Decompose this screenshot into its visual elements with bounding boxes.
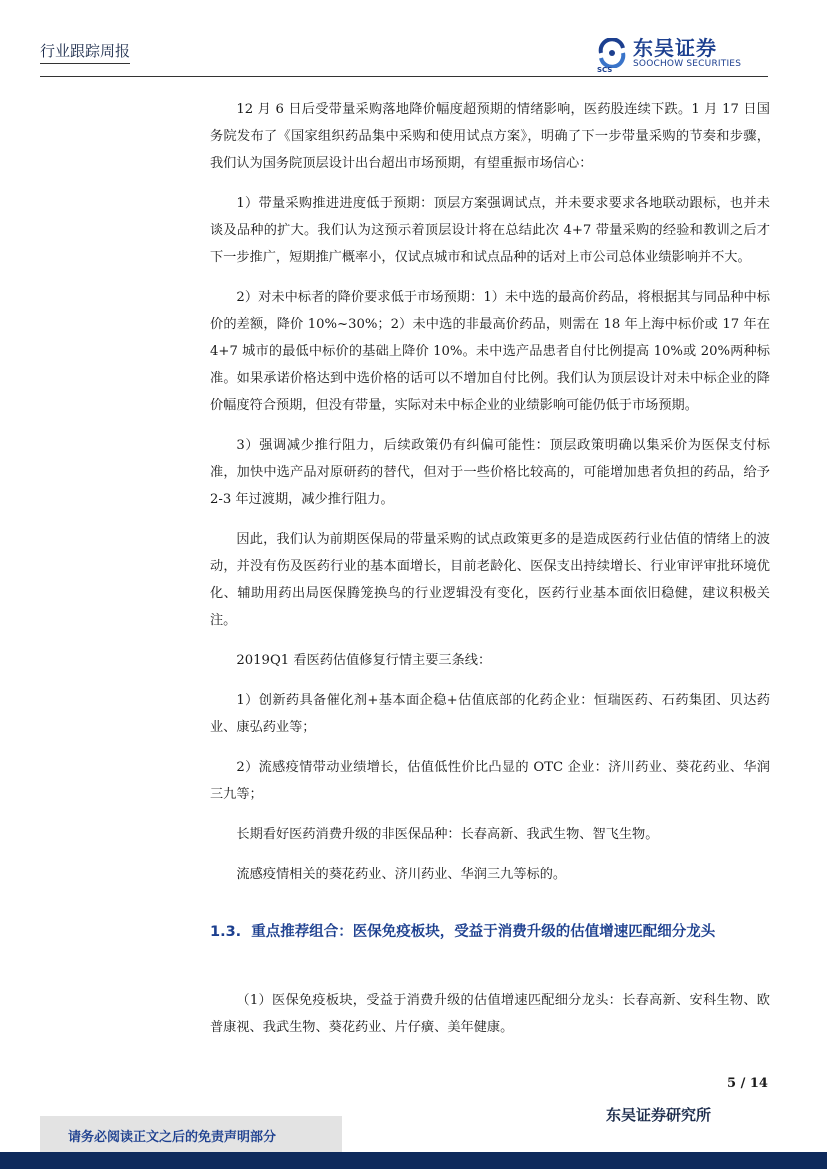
logo-chinese-name: 东吴证券 — [633, 36, 717, 60]
section-paragraph: （1）医保免疫板块，受益于消费升级的估值增速匹配细分龙头：长春高新、安科生物、欧普康视、我武生物、葵花药业、片仔癀、美年健康。 — [210, 993, 770, 1035]
disclaimer-text: 请务必阅读正文之后的免责声明部分 — [68, 1130, 277, 1145]
paragraph-intro: 12 月 6 日后受带量采购落地降价幅度超预期的情绪影响，医药股连续下跌。1 月 17 日国务院发布了《国家组织药品集中采购和使用试点方案》，明确了下一步带量采购的节奏和步骤，我们认为国务院顶层设计出台超出市场预期，有望重振市场信心： — [210, 102, 770, 171]
page-number: 5 / 14 — [727, 1076, 768, 1091]
scs-logo-icon — [597, 38, 627, 68]
paragraph-conclusion: 因此，我们认为前期医保局的带量采购的试点政策更多的是造成医药行业估值的情绪上的波动，并没有伤及医药行业的基本面增长，目前老龄化、医保支出持续增长、行业审评审批环境优化、辅助用药出局医保腾笼换鸟的行业逻辑没有变化，医药行业基本面依旧稳健，建议积极关注。 — [210, 532, 770, 628]
body-content — [210, 96, 770, 901]
paragraph-q1-lines: 2019Q1 看医药估值修复行情主要三条线： — [236, 653, 492, 668]
paragraph-point-3: 3）强调减少推行阻力，后续政策仍有纠偏可能性：顶层政策明确以集采价为医保支付标准，加快中选产品对原研药的替代，但对于一些价格比较高的，可能增加患者负担的药品，给予 2-3 年过渡期，减少推行阻力。 — [210, 438, 770, 507]
footer-stripe — [0, 1152, 827, 1169]
logo-english-name: SOOCHOW SECURITIES — [633, 59, 742, 69]
section-heading — [210, 916, 772, 949]
paragraph-point-1: 1）带量采购推进进度低于预期：顶层方案强调试点，并未要求要求各地联动跟标，也并未谈及品种的扩大。我们认为这预示着顶层设计将在总结此次 4+7 带量采购的经验和教训之后才下一步推广，短期推广概率小，仅试点城市和试点品种的话对上市公司总体业绩影响并不大。 — [210, 196, 770, 265]
paragraph-flu-related: 流感疫情相关的葵花药业、济川药业、华润三九等标的。 — [236, 867, 567, 882]
company-logo — [597, 36, 742, 74]
paragraph-line-1: 1）创新药具备催化剂+基本面企稳+估值底部的化药企业：恒瑞医药、石药集团、贝达药业、康弘药业等； — [210, 693, 770, 735]
paragraph-point-2: 2）对未中标者的降价要求低于市场预期：1）未中选的最高价药品，将根据其与同品种中标价的差额，降价 10%~30%；2）未中选的非最高价药品，则需在 18 年上海中标价或 17 年在 4+7 城市的最低中标价的基础上降价 10%。未中选产品患者自付比例提高 10%或 20%两种标准。如果承诺价格达到中选价格的话可以不增加自付比例。我们认为顶层设计对未中标企业的降价幅度符合预期，但没有带量，实际对未中标企业的业绩影响可能仍低于市场预期。 — [210, 290, 770, 413]
report-type-label: 行业跟踪周报 — [40, 40, 130, 64]
section-number: 1.3. — [210, 924, 242, 940]
institute-name: 东吴证券研究所 — [606, 1106, 712, 1124]
paragraph-long-term: 长期看好医药消费升级的非医保品种：长春高新、我武生物、智飞生物。 — [236, 827, 659, 842]
logo-abbreviation: SCS — [597, 66, 613, 74]
header-divider — [40, 76, 768, 77]
paragraph-line-2: 2）流感疫情带动业绩增长，估值低性价比凸显的 OTC 企业：济川药业、葵花药业、华润三九等； — [210, 760, 770, 802]
section-title: 重点推荐组合：医保免疫板块，受益于消费升级的估值增速匹配细分龙头 — [251, 924, 716, 940]
